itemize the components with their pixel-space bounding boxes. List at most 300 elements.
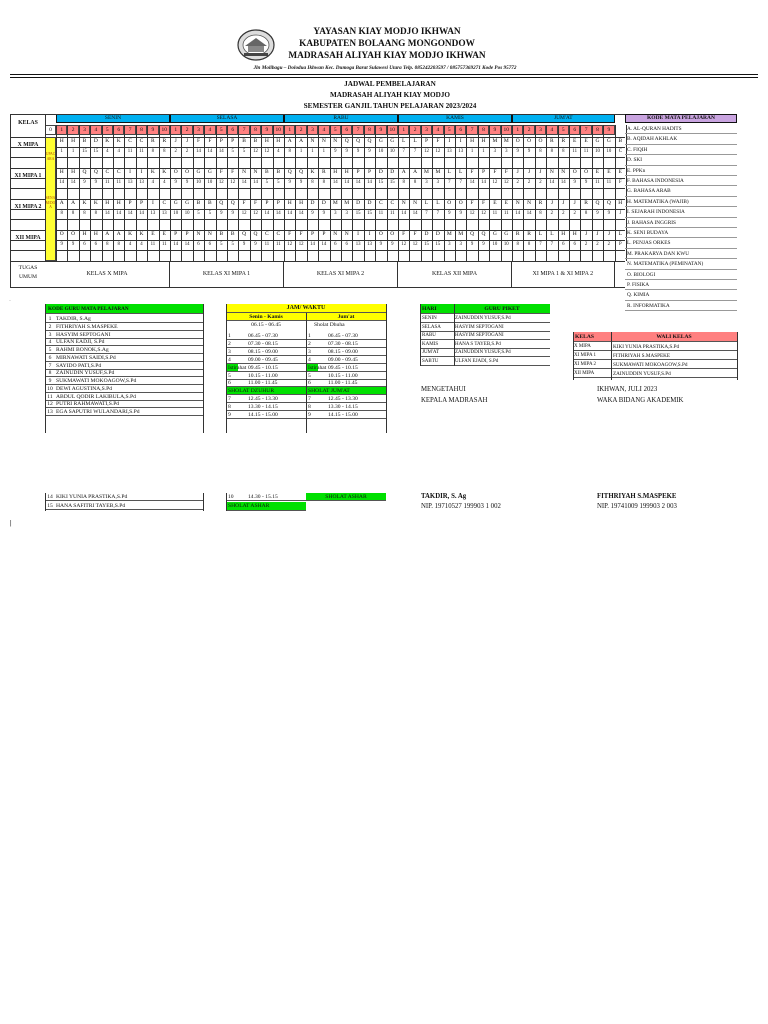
subject-cell: E xyxy=(618,169,622,175)
duty-day: SELASA xyxy=(420,324,454,332)
grid-line xyxy=(181,125,182,261)
subject-code-item: Q. KIMIA xyxy=(625,290,737,300)
subject-cell: E xyxy=(504,200,508,206)
subject-cell: A xyxy=(299,138,304,144)
subject-cell: H xyxy=(333,169,338,175)
subject-cell: H xyxy=(59,169,64,175)
teacher-cell: 10 xyxy=(196,180,201,185)
period-number: 4 xyxy=(432,125,443,135)
subject-code-item: A. AL-QURAN HADITS xyxy=(625,124,737,134)
period-number: 9 xyxy=(375,125,386,135)
teacher-name: SAYIDO PATI,S.Pd xyxy=(55,362,203,370)
teacher-cell: 6 xyxy=(94,242,98,247)
teacher-cell: 1 xyxy=(60,149,63,154)
subject-cell: C xyxy=(276,231,281,237)
period-label-friday: 1 xyxy=(306,332,318,340)
duty-day: SABTU xyxy=(420,358,454,366)
school-name: MADRASAH ALIYAH KIAY MODJO IKHWAN xyxy=(288,51,486,61)
grid-line xyxy=(193,125,194,261)
grid-line xyxy=(512,125,513,261)
teacher-cell: 14 xyxy=(287,211,293,216)
subject-cell: Q xyxy=(93,169,98,175)
subject-cell: J xyxy=(596,231,599,237)
teacher-cell: 8 xyxy=(163,149,166,154)
teacher-cell: 1 xyxy=(470,149,474,154)
period-number: 1 xyxy=(512,125,523,135)
grid-line xyxy=(238,125,239,261)
subject-cell: O xyxy=(390,231,395,237)
teacher-cell: 6 xyxy=(197,242,200,247)
subject-code-header: KODE MATA PELAJARAN xyxy=(625,114,737,123)
day-header-kamis: KAMIS xyxy=(398,114,512,123)
grid-line xyxy=(603,125,604,261)
teacher-number: 1 xyxy=(45,315,55,323)
subject-cell: M xyxy=(332,200,338,206)
teacher-cell: 2 xyxy=(185,149,189,154)
teacher-name: KIKI YUNIA PRASTIKA,S.Pd xyxy=(55,493,203,501)
teacher-cell: 7 xyxy=(550,242,554,247)
period-number: 3 xyxy=(307,125,318,135)
teacher-cell: 14 xyxy=(264,211,270,216)
period-number: 10 xyxy=(387,125,398,135)
teacher-cell: 3 xyxy=(448,242,451,247)
foundation-name: YAYASAN KIAY MODJO IKHWAN xyxy=(313,27,461,37)
subject-cell: F xyxy=(231,169,235,175)
subject-cell: F xyxy=(481,200,486,206)
teacher-cell: 7 xyxy=(436,211,440,216)
subject-cell: O xyxy=(447,200,452,206)
subject-cell: R xyxy=(584,200,588,206)
subject-code-item: L. PENJAS ORKES xyxy=(625,238,737,248)
teacher-cell: 9 xyxy=(185,180,189,185)
period-time: 10.15 - 11.00 xyxy=(238,372,306,380)
subject-cell: H xyxy=(105,200,110,206)
period-number: 2 xyxy=(67,125,78,135)
subject-cell: K xyxy=(105,138,110,144)
period-time: 07.30 - 08.15 xyxy=(238,340,306,348)
doc-title: JADWAL PEMBELAJARAN xyxy=(344,80,436,88)
table-border xyxy=(45,304,46,433)
teacher-cell: 5 xyxy=(231,242,234,247)
duty-teacher: ZAINUDDIN YUSUF,S.Pd xyxy=(454,315,550,323)
teacher-cell: 12 xyxy=(253,211,258,216)
subject-cell: G xyxy=(504,231,509,237)
grid-line xyxy=(455,125,456,261)
subject-code-item: B. AQIDAH AKHLAK xyxy=(625,134,737,144)
duty-day: KAMIS xyxy=(420,341,454,349)
period-time: 13.30 - 14.15 xyxy=(238,403,306,411)
period-number: 8 xyxy=(478,125,489,135)
period-number: 7 xyxy=(238,125,249,135)
teacher-cell: 7 xyxy=(402,149,405,154)
subject-cell: H xyxy=(561,231,566,237)
subject-cell: F xyxy=(242,200,246,206)
grid-line xyxy=(341,125,342,261)
subject-cell: P xyxy=(128,200,132,206)
teacher-cell: 9 xyxy=(607,211,611,216)
subject-cell: N xyxy=(196,231,201,237)
homeroom-class: X MIPA xyxy=(573,343,611,351)
teacher-cell: 6 xyxy=(334,242,337,247)
subject-cell: Q xyxy=(606,200,611,206)
period-number: 2 xyxy=(523,125,534,135)
subject-cell: O xyxy=(458,200,463,206)
subject-code-item: C. FIQIH xyxy=(625,145,737,155)
subject-cell: O xyxy=(378,231,383,237)
grid-line xyxy=(216,125,217,261)
table-border xyxy=(226,304,227,433)
teacher-cell: 11 xyxy=(606,180,612,185)
subject-code-item: F. BAHASA INDONESIA xyxy=(625,176,737,186)
teacher-cell: 11 xyxy=(389,211,395,216)
subject-cell: M xyxy=(435,169,441,175)
period-number: 3 xyxy=(193,125,204,135)
teacher-cell: 9 xyxy=(231,211,234,216)
teacher-cell: J xyxy=(619,211,622,216)
subject-cell: H xyxy=(93,231,98,237)
subject-code-item: M. PRAKARYA DAN KWU xyxy=(625,249,737,259)
duty-class: KELAS XI MIPA 1 xyxy=(170,261,284,287)
period-number: 3 xyxy=(535,125,546,135)
subject-cell: K xyxy=(150,169,155,175)
grid-line xyxy=(261,125,262,261)
table-border xyxy=(203,304,204,433)
teacher-cell: 5 xyxy=(197,211,200,216)
teacher-number: 15 xyxy=(45,502,55,510)
teacher-name: ABDUL QODIR LAKIBULA,S.Pd xyxy=(55,393,203,401)
grid-line xyxy=(136,125,137,261)
teacher-cell: 11 xyxy=(264,242,270,247)
teacher-cell: 15 xyxy=(93,149,99,154)
teacher-cell: 11 xyxy=(583,149,589,154)
teacher-cell: 11 xyxy=(275,242,281,247)
duty-class: KELAS XII MIPA xyxy=(398,261,512,287)
period-number: 4 xyxy=(90,125,101,135)
period-number: 1 xyxy=(284,125,295,135)
grid-line xyxy=(387,125,388,261)
subject-cell: O xyxy=(527,138,532,144)
teacher-cell: 11 xyxy=(378,211,384,216)
subject-cell: H xyxy=(82,231,87,237)
teacher-cell: 7 xyxy=(425,211,428,216)
period-label-friday: 6 xyxy=(306,379,318,387)
period-number: 1 xyxy=(170,125,181,135)
teacher-cell: 11 xyxy=(161,242,167,247)
subject-cell: B xyxy=(276,169,281,175)
teacher-name: FITHRIYAH S.MASPEKE xyxy=(55,323,203,331)
teacher-name: HASYIM SEPTOGANI xyxy=(55,331,203,339)
subject-cell: K xyxy=(82,200,87,206)
school-address: Jln Molibagu – Dolodua Ikhwan Kec. Dumoga Barat Sulawesi Utara Telp. 085242203597 / 085757369271 Kode Pos 95772 xyxy=(253,65,517,71)
subject-cell: P xyxy=(276,200,280,206)
period-number: 8 xyxy=(592,125,603,135)
subject-cell: N xyxy=(321,138,326,144)
period-label-friday: 4 xyxy=(306,356,318,364)
subject-cell: C xyxy=(128,138,132,144)
period-number: 5 xyxy=(558,125,569,135)
teacher-name: EGA SAPUTRI WULANDARI,S.Pd xyxy=(55,408,203,416)
teacher-cell: 11 xyxy=(139,149,144,154)
subject-cell: L xyxy=(402,138,406,144)
teacher-cell: 2 xyxy=(596,242,599,247)
subject-cell: Q xyxy=(595,200,600,206)
subject-cell: P xyxy=(424,138,429,144)
homeroom-class: XI MIPA 2 xyxy=(573,361,611,369)
subject-cell: O xyxy=(185,169,190,175)
duty-teacher: ULFAN EJADI, S.Pd xyxy=(454,358,550,366)
subject-cell: P xyxy=(219,138,223,144)
teacher-cell: 14 xyxy=(401,211,407,216)
teacher-name: HANA SAFITRI TAYEB,S.Pd xyxy=(55,502,203,510)
teacher-cell: 9 xyxy=(368,149,371,154)
teacher-cell: 14 xyxy=(70,180,76,185)
headmaster-nip: NIP. 19710527 199903 1 002 xyxy=(421,503,501,510)
subject-cell: E xyxy=(607,169,611,175)
duty-day: JUM'AT xyxy=(420,349,454,357)
grid-border xyxy=(10,287,625,288)
grid-border xyxy=(10,114,625,115)
subject-cell: H xyxy=(71,138,76,144)
subject-cell: M xyxy=(458,231,464,237)
period-number: 3 xyxy=(79,125,90,135)
asr-prayer: SHOLAT ASHAR xyxy=(306,493,386,501)
grid-line xyxy=(113,125,114,261)
subject-cell: B xyxy=(230,231,235,237)
period-zero: 0 xyxy=(45,125,56,135)
period-number: 6 xyxy=(227,125,238,135)
teacher-cell: 12 xyxy=(241,211,247,216)
period-label: 2 xyxy=(226,340,238,348)
teacher-cell: F xyxy=(618,180,622,185)
period-time-friday: 10.15 - 11.00 xyxy=(318,372,386,380)
teacher-cell: 15 xyxy=(435,242,441,247)
period-number: 1 xyxy=(56,125,67,135)
period-number: 4 xyxy=(318,125,329,135)
teacher-cell: 8 xyxy=(539,211,542,216)
teacher-number: 8 xyxy=(45,369,55,377)
subject-cell: F xyxy=(470,200,474,206)
teacher-cell: 15 xyxy=(367,211,372,216)
grid-line xyxy=(375,125,376,261)
teacher-cell: 8 xyxy=(562,149,565,154)
subject-cell: A xyxy=(59,200,64,206)
subject-cell: N xyxy=(207,231,212,237)
subject-cell: H xyxy=(59,138,64,144)
subject-cell: F xyxy=(470,169,474,175)
grid-line xyxy=(535,125,536,261)
teacher-cell: 12 xyxy=(469,211,475,216)
period-time-friday: 12.45 - 13.30 xyxy=(318,395,386,403)
teacher-cell: 10 xyxy=(595,149,600,154)
margin-cursor: | xyxy=(10,519,12,527)
day-header-rabu: RABU xyxy=(284,114,398,123)
subject-cell: P xyxy=(310,231,315,237)
period-label-friday: 7 xyxy=(306,395,318,403)
subject-code-item: E. PPKn xyxy=(625,166,737,176)
teacher-cell: 14 xyxy=(526,211,532,216)
period-time-friday: 09.45 - 10.15 xyxy=(318,364,386,372)
teacher-cell: 14 xyxy=(355,180,361,185)
time-first-friday: Sholat Dhuha xyxy=(314,322,345,328)
teacher-cell: 14 xyxy=(116,211,122,216)
subject-cell: G xyxy=(606,138,611,144)
subject-code-item: I. SEJARAH INDONESIA xyxy=(625,207,737,217)
teacher-cell: 2 xyxy=(539,180,542,185)
subject-code-item: K. SENI BUDAYA xyxy=(625,228,737,238)
teacher-cell: 8 xyxy=(60,211,63,216)
period-label: 4 xyxy=(226,356,238,364)
teacher-cell: 5 xyxy=(242,149,246,154)
teacher-cell: 14 xyxy=(344,180,350,185)
teacher-name: RAHMI BONOK,S.Ag xyxy=(55,346,203,354)
sign-left-caption-2: KEPALA MADRASAH xyxy=(421,397,488,404)
teacher-cell: 14 xyxy=(59,180,65,185)
teacher-cell: 3 xyxy=(425,180,428,185)
teacher-cell: 9 xyxy=(584,180,588,185)
teacher-cell: 14 xyxy=(241,180,247,185)
duty-class: KELAS XI MIPA 2 xyxy=(284,261,398,287)
grid-line xyxy=(170,125,171,261)
teacher-cell: 11 xyxy=(503,211,509,216)
period-number: 4 xyxy=(546,125,557,135)
grid-line xyxy=(501,125,502,261)
duty-col-teacher: GURU PIKET xyxy=(454,304,550,314)
teacher-cell: 14 xyxy=(196,149,201,154)
grid-line xyxy=(466,125,467,261)
subject-cell: E xyxy=(493,200,497,206)
period-label: 3 xyxy=(226,348,238,356)
waka-nip: NIP. 19741009 199903 2 003 xyxy=(597,503,677,510)
sign-left-caption-1: MENGETAHUI xyxy=(421,386,466,393)
grid-line xyxy=(250,125,251,261)
doc-subtitle: MADRASAH ALIYAH KIAY MODJO xyxy=(329,91,450,99)
subject-cell: K xyxy=(93,200,98,206)
subject-cell: P xyxy=(265,200,269,206)
subject-cell: A xyxy=(116,231,121,237)
teacher-cell: 9 xyxy=(482,242,485,247)
subject-cell: M xyxy=(446,231,452,237)
period-number: 9 xyxy=(603,125,614,135)
teacher-cell: 13 xyxy=(139,180,144,185)
subject-cell: O xyxy=(173,169,178,175)
duty-teacher: HASYIM SEPTOGANI xyxy=(454,324,550,332)
subject-cell: N xyxy=(253,169,258,175)
teacher-cell: 9 xyxy=(379,242,383,247)
subject-cell: A xyxy=(71,200,76,206)
grid-line xyxy=(295,125,296,261)
teacher-number: 14 xyxy=(45,493,55,501)
teacher-cell: 8 xyxy=(584,211,588,216)
period-label: 10 xyxy=(226,493,238,501)
subject-cell: F xyxy=(253,200,258,206)
grid-line xyxy=(330,125,331,261)
teacher-cell: 11 xyxy=(127,149,133,154)
day-header-jumat: JUM'AT xyxy=(512,114,615,123)
doc-semester: SEMESTER GANJIL TAHUN PELAJARAN 2023/2024 xyxy=(303,102,477,110)
homeroom-teacher: FITHRIYAH S.MASPEKE xyxy=(611,352,737,360)
subject-cell: F xyxy=(219,169,223,175)
asr-prayer-2: SHOLAT ASHAR xyxy=(226,502,306,511)
grid-line xyxy=(432,125,433,261)
period-number: 5 xyxy=(216,125,227,135)
subject-cell: L xyxy=(447,169,451,175)
period-label: 7 xyxy=(226,395,238,403)
teacher-cell: 8 xyxy=(550,149,554,154)
table-border xyxy=(454,304,455,366)
teacher-cell: 9 xyxy=(596,211,599,216)
subject-cell: G xyxy=(390,138,395,144)
subject-cell: I xyxy=(357,231,359,237)
grid-line xyxy=(79,125,80,261)
umum-label: UMUM xyxy=(18,274,38,280)
grid-line xyxy=(558,125,559,261)
period-number: 10 xyxy=(273,125,284,135)
teacher-cell: 9 xyxy=(254,242,257,247)
period-number: 7 xyxy=(352,125,363,135)
subject-cell: N xyxy=(310,138,315,144)
subject-cell: D xyxy=(424,231,429,237)
teacher-cell: 11 xyxy=(492,211,498,216)
subject-cell: P xyxy=(139,200,144,206)
subject-cell: G xyxy=(196,169,201,175)
subject-cell: H xyxy=(470,138,475,144)
grid-border xyxy=(45,114,46,261)
teacher-cell: 12 xyxy=(298,242,304,247)
subject-cell: N xyxy=(561,169,566,175)
subject-cell: O xyxy=(515,138,520,144)
class-label: X MIPA xyxy=(17,142,39,148)
teacher-cell: 3 xyxy=(459,242,462,247)
homeroom-teacher: KIKI YUNIA PRASTIKA,S.Pd xyxy=(611,343,737,351)
subject-cell: L xyxy=(424,200,429,206)
teacher-cell: 5 xyxy=(277,180,280,185)
teacher-cell: 1 xyxy=(311,149,314,154)
subject-cell: B xyxy=(253,138,258,144)
teacher-cell: 4 xyxy=(140,242,143,247)
subject-cell: F xyxy=(402,231,406,237)
period-number: 7 xyxy=(466,125,477,135)
table-border xyxy=(611,332,612,380)
teacher-cell: 9 xyxy=(516,149,519,154)
teacher-cell: 4 xyxy=(151,180,155,185)
teacher-cell: 13 xyxy=(367,242,372,247)
subject-cell: N xyxy=(344,231,349,237)
teacher-cell: 15 xyxy=(82,149,87,154)
teacher-cell: 3 xyxy=(334,211,337,216)
subject-cell: K xyxy=(116,138,121,144)
period-label-friday: 3 xyxy=(306,348,318,356)
subject-cell: O xyxy=(572,169,577,175)
period-time: 08.15 - 09.00 xyxy=(238,348,306,356)
subject-cell: G xyxy=(595,138,600,144)
subject-cell: B xyxy=(265,169,269,175)
subject-cell: G xyxy=(185,200,190,206)
subject-cell: I xyxy=(459,138,462,144)
teacher-cell: 15 xyxy=(424,242,429,247)
grid-line xyxy=(421,125,422,261)
subject-cell: H xyxy=(287,200,292,206)
period-number: 5 xyxy=(330,125,341,135)
teacher-cell: 14 xyxy=(332,180,338,185)
teacher-cell: 2 xyxy=(527,180,531,185)
teacher-cell: 7 xyxy=(448,180,451,185)
duty-col-day: HARI xyxy=(420,304,454,314)
teacher-cell: 14 xyxy=(481,180,486,185)
subject-cell: P xyxy=(174,231,178,237)
teacher-cell: 3 xyxy=(493,149,497,154)
grid-line xyxy=(569,125,570,261)
teacher-table-header: KODE GURU MATA PELAJARAN xyxy=(45,304,203,314)
